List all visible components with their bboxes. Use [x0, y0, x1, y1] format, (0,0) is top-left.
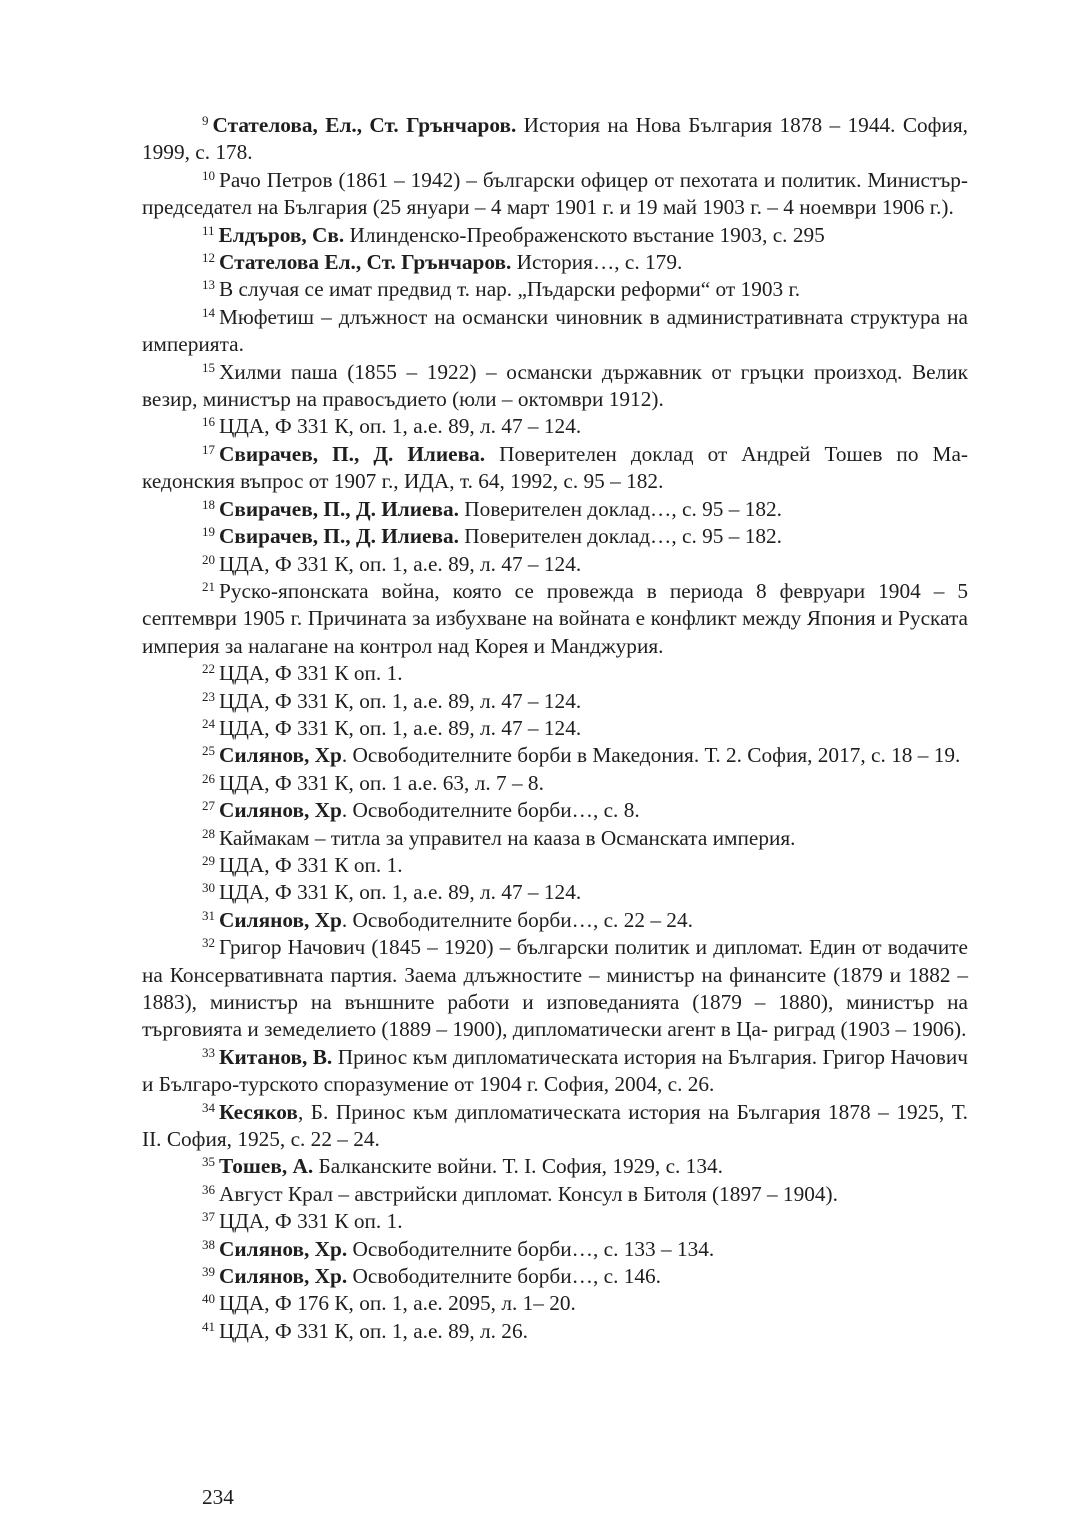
- footnote: [142, 907, 968, 934]
- footnote-number: 22: [202, 661, 215, 677]
- footnote-number: 24: [202, 715, 215, 731]
- footnote-text: Поверителен доклад…, с. 95 – 182.: [458, 524, 782, 549]
- footnote: [142, 934, 968, 1044]
- footnote-text: Освободителните борби…, с. 133 – 134.: [347, 1236, 715, 1261]
- footnote-number: 21: [202, 578, 215, 594]
- footnote-text: Руско-японската война, която се провежда в периода 8 февруари 1904 – 5 септември 1905 г. Причината за избухване на войната е конфликт между Япония и Руската империя за налагане на контрол над Корея и Манджурия.: [142, 578, 968, 658]
- footnote-text: . Освободителните борби…, с. 8.: [341, 798, 640, 823]
- footnote-number: 32: [202, 935, 215, 951]
- footnote-author: Стателова, Ел., Ст. Грънчаров.: [212, 113, 517, 137]
- footnote-text: Каймакам – титла за управител на кааза в Османската империя.: [219, 825, 796, 850]
- footnote-number: 25: [202, 743, 215, 759]
- footnote-author: Силянов, Хр: [219, 907, 342, 932]
- footnote-text: Освободителните борби…, с. 146.: [347, 1264, 661, 1289]
- footnote-text: . Освободителните борби в Македония. Т. 2. София, 2017, с. 18 – 19.: [341, 743, 961, 768]
- footnote-author: Свирачев, П., Д. Илиева.: [219, 441, 486, 466]
- footnote: [142, 276, 968, 303]
- footnotes-list: [142, 112, 968, 1345]
- footnote: [142, 249, 968, 276]
- footnote: [142, 496, 968, 523]
- footnote-number: 36: [202, 1181, 215, 1197]
- footnote-number: 17: [202, 441, 215, 457]
- footnote-number: 33: [202, 1044, 215, 1060]
- footnote-author: Силянов, Хр.: [219, 1236, 348, 1261]
- footnote-text: , Б. Принос към дипломатическата история на България 1878 – 1925, Т. II. София, 1925, с. 22 – 24.: [142, 1099, 968, 1152]
- footnote-number: 26: [202, 770, 215, 786]
- footnote: [142, 688, 968, 715]
- footnote: [142, 852, 968, 879]
- footnote: [142, 167, 968, 222]
- footnote: [142, 413, 968, 440]
- footnote-number: 15: [202, 359, 215, 375]
- footnote: [142, 1044, 968, 1099]
- footnote-text: Илинденско-Преображенското въстание 1903, с. 295: [344, 222, 825, 247]
- footnote-text: ЦДА, Ф 331 К, оп. 1, а.е. 89, л. 47 – 124.: [219, 688, 582, 713]
- footnote-text: Григор Начович (1845 – 1920) – български политик и дипломат. Един от водачите на Консервативната партия. Заема длъжностите – министър на финансите (1879 и 1882 – 1883), министър на външните работи и изповеданията (1879 – 1880), министър на търговията и земеделието (1889 – 1900), дипломатически агент в Ца- риград (1903 – 1906).: [142, 935, 968, 1042]
- footnote-author: Свирачев, П., Д. Илиева.: [219, 524, 459, 549]
- footnote: [142, 222, 968, 249]
- page-number: 234: [202, 1485, 234, 1509]
- footnote: [142, 1181, 968, 1208]
- footnote: [142, 715, 968, 742]
- footnote-author: Тошев, А.: [219, 1154, 314, 1179]
- footnote: [142, 304, 968, 359]
- footnote: [142, 1263, 968, 1290]
- footnote-text: В случая се имат предвид т. нар. „Пъдарски реформи“ от 1903 г.: [219, 277, 801, 302]
- footnote-text: Поверителен доклад…, с. 95 – 182.: [458, 496, 782, 521]
- footnote-author: Силянов, Хр.: [219, 1264, 348, 1289]
- footnote-text: ЦДА, Ф 331 К, оп. 1, а.е. 89, л. 26.: [219, 1318, 528, 1343]
- footnote: [142, 825, 968, 852]
- footnote: [142, 1236, 968, 1263]
- footnote-number: 12: [202, 250, 215, 266]
- footnote-text: Мюфетиш – длъжност на османски чиновник в административната структура на империята.: [142, 304, 968, 357]
- footnote-number: 10: [202, 167, 215, 183]
- footnote-text: ЦДА, Ф 331 К оп. 1.: [219, 661, 403, 686]
- footnote-text: Балканските войни. Т. I. София, 1929, с. 134.: [313, 1154, 723, 1179]
- footnote: [142, 770, 968, 797]
- footnote-number: 41: [202, 1318, 215, 1334]
- footnote: [142, 1153, 968, 1180]
- footnote-text: ЦДА, Ф 331 К, оп. 1, а.е. 89, л. 47 – 124.: [219, 880, 582, 905]
- footnote-author: Силянов, Хр: [219, 798, 342, 823]
- footnote-number: 30: [202, 880, 215, 896]
- footnote-text: ЦДА, Ф 176 К, оп. 1, а.е. 2095, л. 1– 20.: [219, 1291, 576, 1316]
- footnote-number: 11: [202, 222, 215, 238]
- footnote-author: Елдъров, Св.: [218, 222, 345, 247]
- footnote: [142, 742, 968, 769]
- footnote-number: 23: [202, 688, 215, 704]
- footnote: [142, 879, 968, 906]
- footnote: [142, 112, 968, 167]
- footnote-author: Кесяков: [219, 1099, 298, 1124]
- footnote: [142, 441, 968, 496]
- footnote-text: ЦДА, Ф 331 К, оп. 1, а.е. 89, л. 47 – 124.: [219, 414, 582, 439]
- footnote-text: История…, с. 179.: [511, 250, 683, 275]
- footnote-text: ЦДА, Ф 331 К, оп. 1 а.е. 63, л. 7 – 8.: [219, 770, 544, 795]
- footnote-text: Август Крал – австрийски дипломат. Консул в Битоля (1897 – 1904).: [219, 1181, 838, 1206]
- footnote-text: ЦДА, Ф 331 К, оп. 1, а.е. 89, л. 47 – 124.: [219, 715, 582, 740]
- footnote: [142, 551, 968, 578]
- footnote-number: 40: [202, 1291, 215, 1307]
- footnote: [142, 359, 968, 414]
- footnote-number: 37: [202, 1209, 215, 1225]
- footnote-number: 31: [202, 907, 215, 923]
- footnote-number: 18: [202, 496, 215, 512]
- footnote: [142, 1318, 968, 1345]
- footnote-number: 35: [202, 1154, 215, 1170]
- footnote: [142, 1099, 968, 1154]
- footnote: [142, 1208, 968, 1235]
- footnote-text: . Освободителните борби…, с. 22 – 24.: [341, 907, 693, 932]
- footnote-number: 16: [202, 414, 215, 430]
- footnote-number: 27: [202, 798, 215, 814]
- footnote-text: ЦДА, Ф 331 К оп. 1.: [219, 1209, 403, 1234]
- footnote: [142, 523, 968, 550]
- footnote: [142, 578, 968, 660]
- footnote: [142, 660, 968, 687]
- footnote-text: ЦДА, Ф 331 К, оп. 1, а.е. 89, л. 47 – 124.: [219, 551, 582, 576]
- footnote-author: Китанов, В.: [219, 1044, 333, 1069]
- footnote-number: 39: [202, 1264, 215, 1280]
- footnote-author: Свирачев, П., Д. Илиева.: [219, 496, 459, 521]
- footnote-text: Рачо Петров (1861 – 1942) – български офицер от пехотата и политик. Министър-председател на България (25 януари – 4 март 1901 г. и 19 май 1903 г. – 4 ноември 1906 г.).: [142, 167, 968, 220]
- footnote-number: 14: [202, 304, 215, 320]
- footnote-number: 28: [202, 825, 215, 841]
- footnote-number: 9: [202, 113, 209, 128]
- footnote-text: ЦДА, Ф 331 К оп. 1.: [219, 852, 403, 877]
- footnote-text: Поверителен доклад от Андрей Тошев по Ма- кедонския въпрос от 1907 г., ИДА, т. 64, 1992, с. 95 – 182.: [142, 441, 968, 494]
- footnote-number: 38: [202, 1236, 215, 1252]
- footnote-number: 19: [202, 524, 215, 540]
- footnote: [142, 1290, 968, 1317]
- footnote-text: История на Нова България 1878 – 1944. София, 1999, с. 178.: [142, 113, 968, 165]
- footnote-number: 29: [202, 852, 215, 868]
- footnote-number: 20: [202, 551, 215, 567]
- footnote-number: 13: [202, 277, 215, 293]
- footnote-author: Стателова Ел., Ст. Грънчаров.: [219, 250, 512, 275]
- footnote-text: Хилми паша (1855 – 1922) – османски държавник от гръцки произход. Велик везир, министър на правосъдието (юли – октомври 1912).: [142, 359, 968, 412]
- footnote: [142, 797, 968, 824]
- footnote-text: Принос към дипломатическата история на България. Григор Начович и Българо-турското споразумение от 1904 г. София, 2004, с. 26.: [142, 1044, 968, 1097]
- footnote-author: Силянов, Хр: [219, 743, 342, 768]
- footnote-number: 34: [202, 1099, 215, 1115]
